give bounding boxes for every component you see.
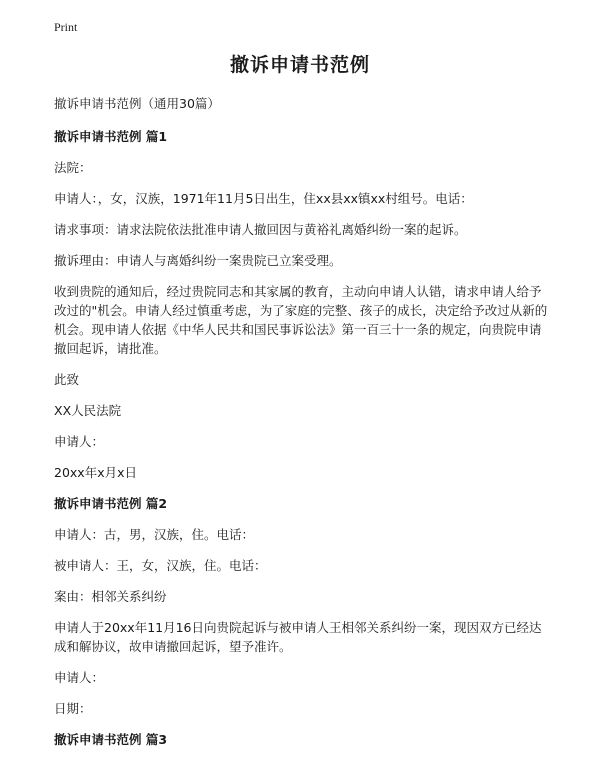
- salutation: 此致: [54, 372, 80, 387]
- section-heading: 撤诉申请书范例 篇2: [54, 496, 168, 511]
- section-heading: 撤诉申请书范例 篇1: [54, 129, 168, 144]
- section-1: [54, 127, 550, 482]
- case-cause: 案由：相邻关系纠纷: [54, 589, 167, 604]
- date-line: 日期：: [54, 701, 92, 716]
- document-title: 撤诉申请书范例: [229, 54, 370, 76]
- body-paragraph: 申请人于20xx年11月16日向贵院起诉与被申请人王相邻关系纠纷一案，现因双方已经达成和解协议，故申请撤回起诉，望予准许。: [54, 620, 542, 654]
- applicant-info: 申请人：，女，汉族，1971年11月5日出生，住xx县xx镇xx村组号。电话：: [54, 191, 473, 206]
- document-subtitle: 撤诉申请书范例（通用30篇）: [54, 96, 220, 111]
- section-3: [54, 730, 550, 749]
- date-line: 20xx年x月x日: [54, 465, 137, 480]
- withdrawal-reason: 撤诉理由：申请人与离婚纠纷一案贵院已立案受理。: [54, 253, 342, 268]
- applicant-signature: 申请人：: [54, 434, 105, 449]
- document-content: [54, 94, 550, 761]
- print-label: Print: [54, 20, 78, 34]
- request-item: 请求事项：请求法院依法批准申请人撤回因与黄裕礼离婚纠纷一案的起诉。: [54, 222, 467, 237]
- applicant-info: 申请人：古，男，汉族，住。电话：: [54, 527, 255, 542]
- respondent-info: 被申请人：王，女，汉族，住。电话：: [54, 558, 267, 573]
- court-addressee: 法院：: [54, 160, 92, 175]
- section-heading: 撤诉申请书范例 篇3: [54, 732, 168, 747]
- court-name: XX人民法院: [54, 403, 122, 418]
- applicant-signature: 申请人：: [54, 670, 105, 685]
- section-2: [54, 494, 550, 718]
- body-paragraph: 收到贵院的通知后，经过贵院同志和其家属的教育，主动向申请人认错，请求申请人给予改过的"机会。申请人经过慎重考虑，为了家庭的完整、孩子的成长，决定给予改过从新的机会。现申请人依据《中华人民共和国民事诉讼法》第一百三十一条的规定，向贵院申请撤回起诉，请批准。: [54, 284, 548, 356]
